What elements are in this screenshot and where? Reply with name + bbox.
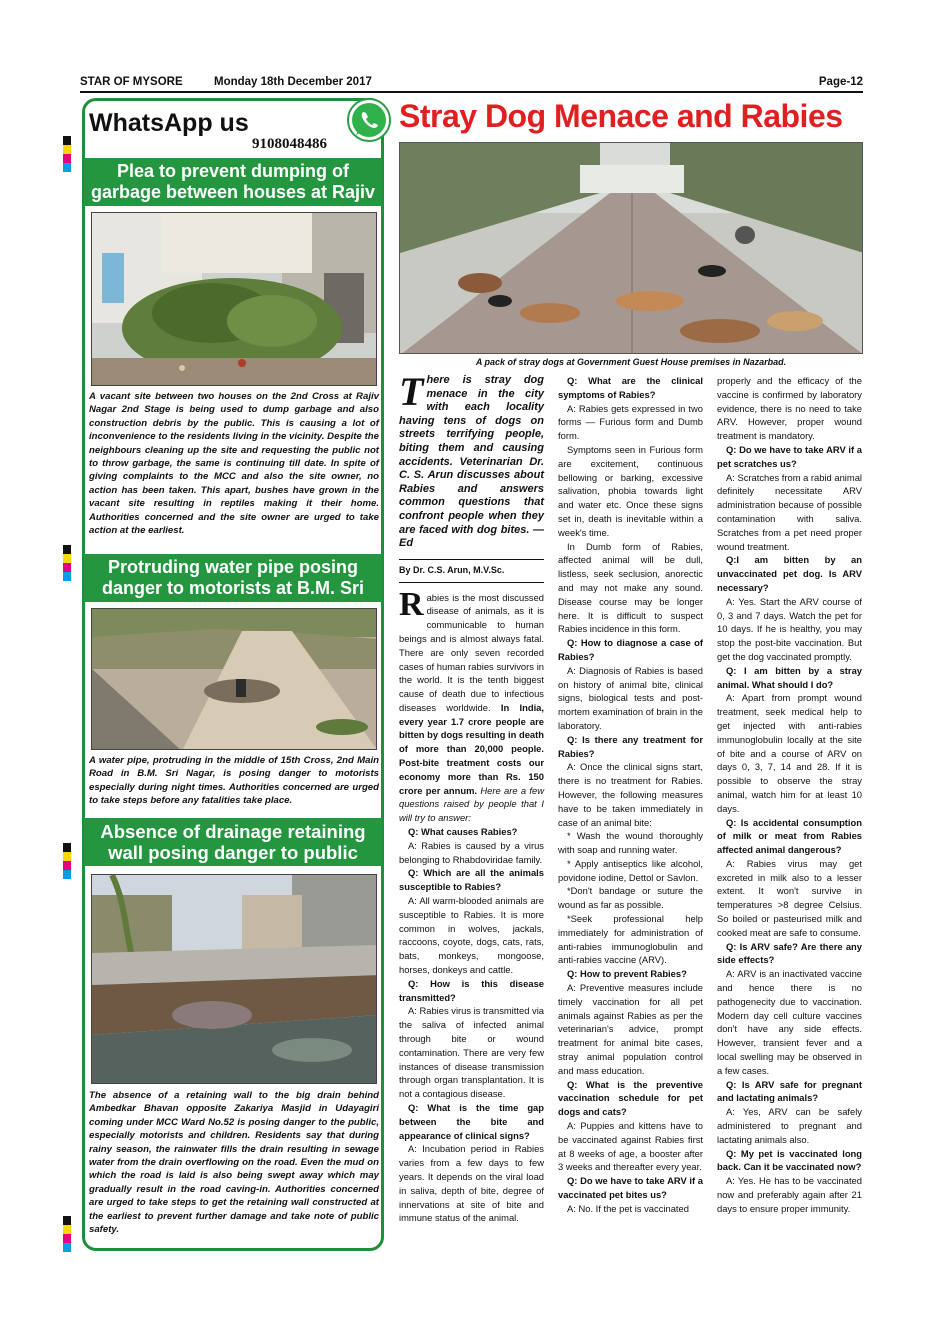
answer: A: Yes. He has to be vaccinated now and preferably again after 21 days to ensure proper immunity. bbox=[717, 1175, 862, 1214]
story1-headline: Plea to prevent dumping of garbage between houses at Rajiv bbox=[84, 158, 382, 206]
whatsapp-title: WhatsApp us bbox=[89, 109, 249, 137]
water-pipe-photo bbox=[91, 608, 377, 750]
header-rule bbox=[80, 91, 863, 93]
question: Q: How is this disease transmitted? bbox=[399, 977, 544, 1003]
answer: *Seek professional help immediately for administration of anti-rabies immunoglobulin and anti-rabies vaccine (ARV). bbox=[558, 913, 703, 966]
article-intro bbox=[399, 369, 544, 551]
answer: A: Yes. Start the ARV course of 0, 3 and 7 days. Watch the pet for 10 days. If he is healthy, you may stop the post-bite vaccination. But get the dog vaccinated promptly. bbox=[717, 595, 862, 662]
answer: A: No. If the pet is vaccinated bbox=[567, 1202, 689, 1214]
question: Q: How to diagnose a case of Rabies? bbox=[558, 637, 703, 662]
whatsapp-phone: 9108048486 bbox=[252, 136, 327, 152]
question: Q: Do we have to take ARV if a pet scratches us? bbox=[717, 443, 862, 469]
question: Q: What causes Rabies? bbox=[408, 826, 518, 838]
paper-name: STAR OF MYSORE bbox=[80, 76, 183, 88]
answer: A: Rabies virus may get excreted in milk also to a lesser extent. It won't survive in temperatures >8 degree Celsius. So boiled or pasteurised milk and cooked meat are safe to consume. bbox=[717, 857, 862, 938]
question: Q: Is ARV safe for pregnant and lactating animals? bbox=[717, 1078, 862, 1104]
story1-caption: A vacant site between two houses on the 2nd Cross at Rajiv Nagar 2nd Stage is being used to dump garbage and also construction debris by the public. This is causing a lot of inconvenience to the residents living in the vicinity. Despite the neighbours cleaning up the site and requesting the public not to throw garbage, the same is continuing till date. In spite of giving complaints to the MCC and also the site owner, no action has been taken. This apart, bushes have grown in the vacant site resulting in reptiles making it their home. Authorities concerned and the site owner are urged to take action at the earliest. bbox=[89, 391, 379, 537]
answer: A: All warm-blooded animals are susceptible to Rabies. It is more common in wolves, jackals, raccoons, coyote, dogs, cats, rats, bats, monkeys, mongoose, horses, donkeys and cattle. bbox=[399, 895, 544, 976]
byline: By Dr. C.S. Arun, M.V.Sc. bbox=[399, 564, 505, 575]
color-registration-bar bbox=[63, 843, 71, 879]
answer: *Don't bandage or suture the wound as far as possible. bbox=[558, 885, 703, 911]
garbage-site-photo bbox=[91, 212, 377, 386]
story2-caption: A water pipe, protruding in the middle of 15th Cross, 2nd Main Road in B.M. Sri Nagar, is posing danger to motorists especially during night times. Authorities concerned are urged to take steps before any fatalities take place. bbox=[89, 755, 379, 807]
color-registration-bar bbox=[63, 136, 71, 172]
question: Q: Is ARV safe? Are there any side effects? bbox=[717, 940, 862, 966]
whatsapp-icon bbox=[346, 97, 392, 143]
question: Q: Is there any treatment for Rabies? bbox=[558, 733, 703, 759]
intro-dropcap: T bbox=[399, 369, 424, 414]
answer: A: ARV is an inactivated vaccine and hence there is no pathogenecity due to vaccination. Modern day cell culture vaccines don't have any side effects. However, transient fever and a local swelling may be observed in a few cases. bbox=[717, 968, 862, 1076]
issue-date: Monday 18th December 2017 bbox=[214, 76, 372, 88]
answer: * Wash the wound thoroughly with soap and running water. bbox=[558, 830, 703, 856]
question: Q: What is the preventive vaccination schedule for pet dogs and cats? bbox=[558, 1078, 703, 1118]
body-dropcap: R bbox=[399, 585, 424, 623]
answer: A: Preventive measures include timely vaccination for all pet animals against Rabies as per the veterinarian's advice, prompt treatment for animal bite cases, stray animal population control and mass education. bbox=[558, 982, 703, 1076]
color-registration-bar bbox=[63, 1216, 71, 1252]
question: Q: What is the time gap between the bite and appearance of clinical signs? bbox=[399, 1102, 544, 1141]
article-column-3 bbox=[717, 374, 862, 1216]
answer: A: Puppies and kittens have to be vaccinated against Rabies first at 8 weeks of age, a booster after 3 weeks and thereafter every year. bbox=[558, 1120, 703, 1173]
article-lead-paragraph: Rabies is the most discussed disease of animals, as it is communicable to human beings and is almost always fatal. There are only seven recorded cases of human rabies survivors in the world. It is the tenth biggest cause of death due to infectious diseases worldwide. In India, every year 1.7 crore people are bitten by dogs resulting in death of more than 20,000 people. Post-bite treatment costs our economy more than Rs. 150 crore per annum. Here are a few questions raised by people that I will try to answer: bbox=[399, 585, 544, 824]
color-registration-bar bbox=[63, 545, 71, 581]
question: Q: Is accidental consumption of milk or meat from Rabies affected animal dangerous? bbox=[717, 816, 862, 856]
intro-text: here is stray dog menace in the city with each locality having tens of dogs on streets terrifying people, biting them and causing accidents. Veterinarian Dr. C. S. Arun discusses about Rabies and answers common questions that confront people when they are faced with dog bites. —Ed bbox=[399, 374, 544, 550]
question: Q:I am bitten by an unvaccinated pet dog. Is ARV necessary? bbox=[717, 554, 862, 593]
answer: A: Rabies is caused by a virus belonging to Rhabdoviridae family. bbox=[399, 839, 544, 865]
page-number: Page-12 bbox=[818, 76, 863, 88]
drain-photo bbox=[91, 874, 377, 1084]
answer: Symptoms seen in Furious form are excitement, continuous bellowing or barking, excessive salivation, phobia towards light and water etc. Once these signs set in, death is inevitable within a week's time. bbox=[558, 443, 703, 538]
story3-headline: Absence of drainage retaining wall posing danger to public bbox=[84, 818, 382, 866]
question: Q: My pet is vaccinated long back. Can it be vaccinated now? bbox=[717, 1147, 862, 1173]
question: Q: What are the clinical symptoms of Rabies? bbox=[558, 375, 703, 400]
answer: A: Incubation period in Rabies varies from a few days to few years. It depends on the viral load in saliva, depth of bite, degree of innervations at site of bite and immune status of the animal. bbox=[399, 1143, 544, 1224]
main-photo-caption: A pack of stray dogs at Government Guest House premises in Nazarbad. bbox=[475, 357, 787, 367]
question: Q: How to prevent Rabies? bbox=[567, 968, 687, 980]
article-column-2 bbox=[558, 374, 703, 1216]
answer: * Apply antiseptics like alcohol, povidone iodine, Dettol or Savlon. bbox=[558, 857, 703, 883]
story3-caption: The absence of a retaining wall to the big drain behind Ambedkar Bhavan opposite Zakariya Masjid in Udayagiri coming under MCC Ward No.52 is posing danger to the public, especially motorists and children. Residents say that during rainy season, the rainwater fills the drain resulting in sewage water from the drain overflowing on the road. Even the mud on which the road is laid is also being swept away which may gradually result in the road caving-in. Authorities concerned are urged to take steps to get the retaining wall constructed at the earliest to prevent further damage and take note of public safety. bbox=[89, 1090, 379, 1236]
masthead bbox=[80, 74, 863, 90]
answer: A: Diagnosis of Rabies is based on history of animal bite, clinical signs, biological tests and post-mortem examination of brain in the laboratory. bbox=[558, 664, 703, 731]
answer: A: Rabies gets expressed in two forms — Furious form and Dumb form. bbox=[558, 402, 703, 442]
question: Q: I am bitten by a stray animal. What should I do? bbox=[717, 664, 862, 690]
answer: A: Once the clinical signs start, there is no treatment for Rabies. However, the following measures have to be taken immediately in case of an animal bite: bbox=[558, 761, 703, 828]
answer: A: Yes, ARV can be safely administered to pregnant and lactating animals also. bbox=[717, 1106, 862, 1145]
question: Q: Which are all the animals susceptible to Rabies? bbox=[399, 867, 544, 893]
question: Q: Do we have to take ARV if a vaccinated pet bites us? bbox=[558, 1175, 703, 1201]
answer: A: Apart from prompt wound treatment, seek medical help to get injected with anti-rabies immunoglobulin locally at the site of bite and a course of ARV on days 0, 3, 7, 14 and 28. If it is possible to observe the stray animal, watch him for at least 10 days. bbox=[717, 692, 862, 814]
answer: A: Scratches from a rabid animal definitely necessitate ARV administration because of possible contamination with saliva. Scratches from a pet need proper wound treatment. bbox=[717, 471, 862, 552]
answer: In Dumb form of Rabies, affected animal will be dull, listless, seek seclusion, anorectic and may not make any sound. Disease course may be longer here. It is difficult to suspect Rabies incidence in this form. bbox=[558, 540, 703, 635]
stray-dogs-photo bbox=[399, 142, 863, 354]
article-column-1 bbox=[399, 369, 544, 1225]
answer-continued: properly and the efficacy of the vaccine is confirmed by laboratory evidence, there is no need to take ARV. However, proper wound treatment is mandatory. bbox=[717, 375, 862, 442]
answer: A: Rabies virus is transmitted via the saliva of infected animal through bite or wound contamination. There are very few instances of disease transmission through organ transplantation. It is not a contagious disease. bbox=[399, 1005, 544, 1100]
main-headline: Stray Dog Menace and Rabies bbox=[399, 98, 843, 134]
story2-headline: Protruding water pipe posing danger to motorists at B.M. Sri bbox=[84, 554, 382, 602]
